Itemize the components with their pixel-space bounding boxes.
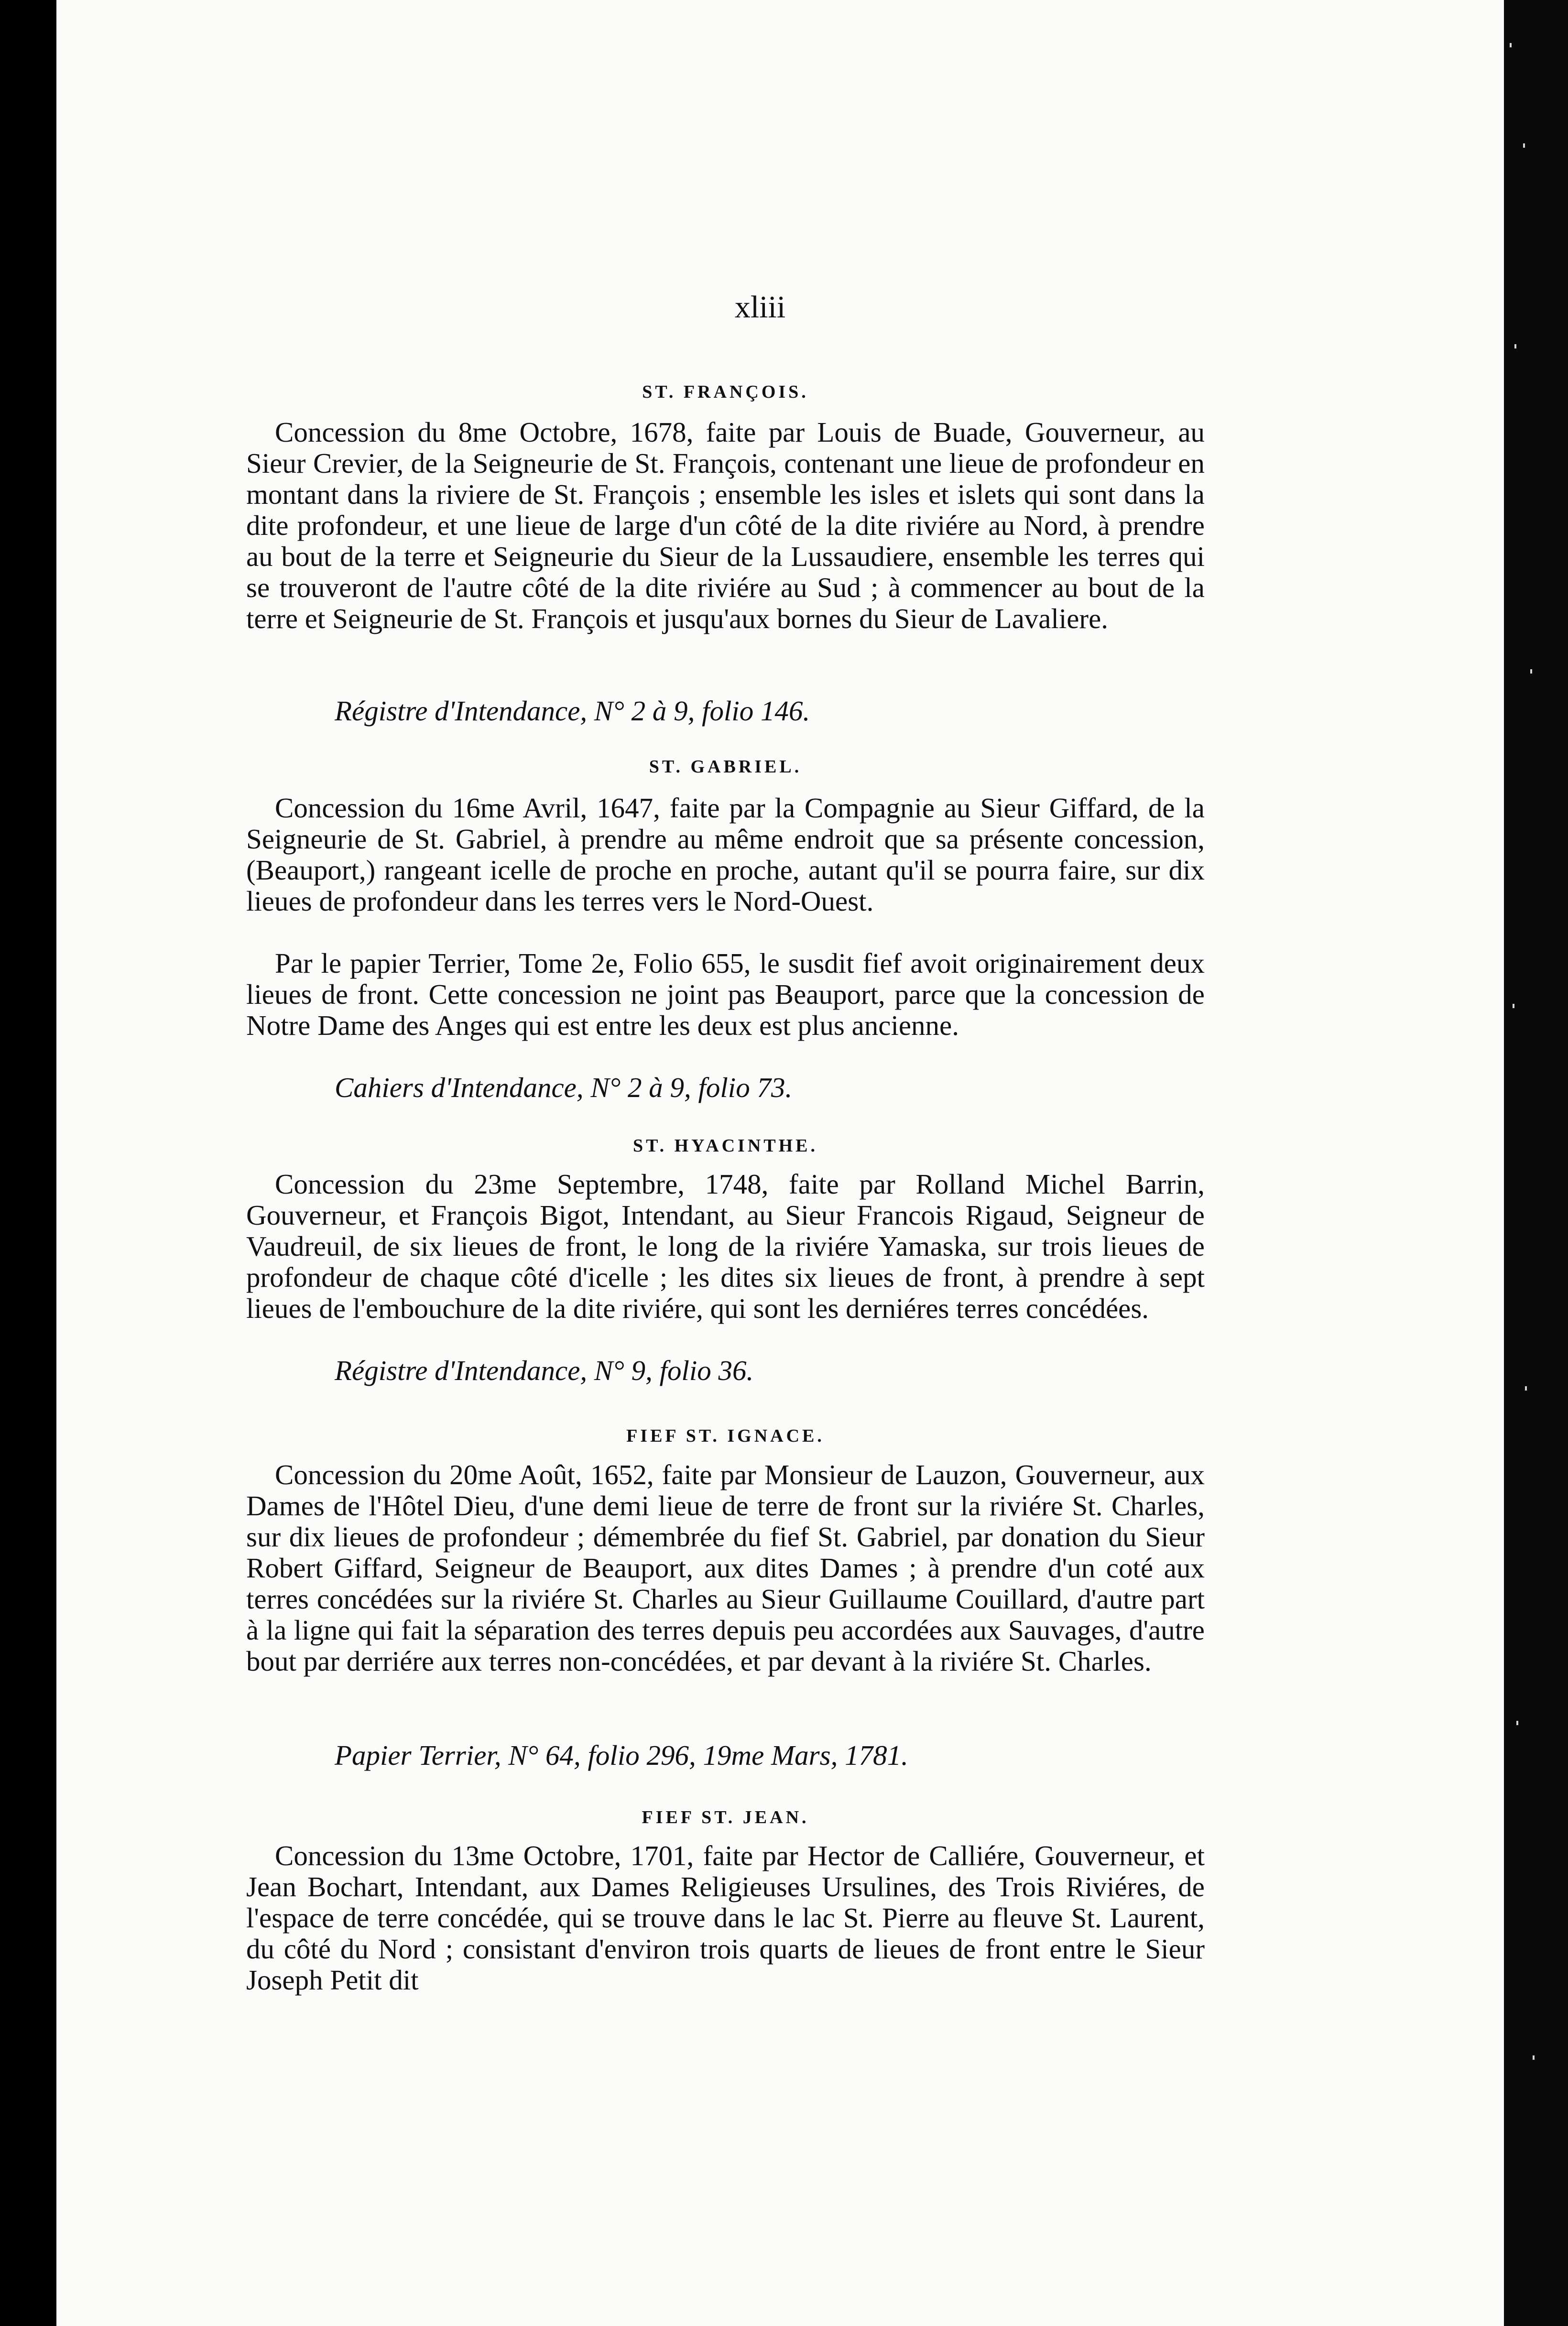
page-number: xliii: [734, 290, 786, 325]
section-citation: Régistre d'Intendance, N° 2 à 9, folio 146.: [335, 695, 810, 727]
section-heading-st-hyacinthe: ST. HYACINTHE.: [632, 1136, 818, 1156]
section-paragraph: Concession du 13me Octobre, 1701, faite par Hector de Calliére, Gouverneur, et Jean Bochart, Intendant, aux Dames Religieuses Ursulines, des Trois Riviéres, de l'espace de terre concédée, qui se trouve dans le lac St. Pierre au fleuve St. Laurent, du côté du Nord ; consistant d'environ trois quarts de lieues de front entre le Sieur Joseph Petit dit: [246, 1840, 1205, 1996]
section-heading-fief-st-jean: FIEF ST. JEAN.: [642, 1807, 809, 1827]
section-paragraph: Concession du 23me Septembre, 1748, faite par Rolland Michel Barrin, Gouverneur, et François Bigot, Intendant, au Sieur Francois Rigaud, Seigneur de Vaudreuil, de six lieues de front, le long de la riviére Yamaska, sur trois lieues de profondeur de chaque côté d'icelle ; les dites six lieues de front, à prendre à sept lieues de l'embouchure de la dite riviére, qui sont les derniéres terres concédées.: [246, 1168, 1205, 1324]
section-citation: Cahiers d'Intendance, N° 2 à 9, folio 73.: [335, 1072, 793, 1103]
section-heading-st-gabriel: ST. GABRIEL.: [649, 757, 802, 777]
section-paragraph: Concession du 8me Octobre, 1678, faite par Louis de Buade, Gouverneur, au Sieur Crevier, de la Seigneurie de St. François, contenant une lieue de profondeur en montant dans la riviere de St. François ; ensemble les isles et islets qui sont dans la dite profondeur, et une lieue de large d'un côté de la dite riviére au Nord, à prendre au bout de la terre et Seigneurie du Sieur de la Lussaudiere, ensemble les terres qui se trouveront de l'autre côté de la dite riviére au Sud ; à commencer au bout de la terre et Seigneurie de St. François et jusqu'aux bornes du Sieur de Lavaliere.: [246, 416, 1205, 634]
section-heading-st-francois: ST. FRANÇOIS.: [642, 382, 809, 402]
section-paragraph: Concession du 16me Avril, 1647, faite par la Compagnie au Sieur Giffard, de la Seigneurie de St. Gabriel, à prendre au même endroit que sa présente concession, (Beauport,) rangeant icelle de proche en proche, autant qu'il se pourra faire, sur dix lieues de profondeur dans les terres vers le Nord-Ouest.: [246, 792, 1205, 917]
section-paragraph: Concession du 20me Août, 1652, faite par Monsieur de Lauzon, Gouverneur, aux Dames de l'Hôtel Dieu, d'une demi lieue de terre de front sur la riviére St. Charles, sur dix lieues de profondeur ; démembrée du fief St. Gabriel, par donation du Sieur Robert Giffard, Seigneur de Beauport, aux dites Dames ; à prendre d'un coté aux terres concédées sur la riviére St. Charles au Sieur Guillaume Couillard, d'autre part à la ligne qui fait la séparation des terres depuis peu accordées aux Sauvages, d'autre bout par derriére aux terres non-concédées, et par devant à la riviére St. Charles.: [246, 1459, 1205, 1677]
section-heading-fief-st-ignace: FIEF ST. IGNACE.: [626, 1426, 825, 1446]
section-citation: Régistre d'Intendance, N° 9, folio 36.: [335, 1355, 754, 1386]
section-citation: Papier Terrier, N° 64, folio 296, 19me Mars, 1781.: [335, 1739, 908, 1771]
section-paragraph: Par le papier Terrier, Tome 2e, Folio 655, le susdit fief avoit originairement deux lieues de front. Cette concession ne joint pas Beauport, parce que la concession de Notre Dame des Anges qui est entre les deux est plus ancienne.: [246, 947, 1205, 1041]
scan-edge: [1504, 0, 1568, 2326]
